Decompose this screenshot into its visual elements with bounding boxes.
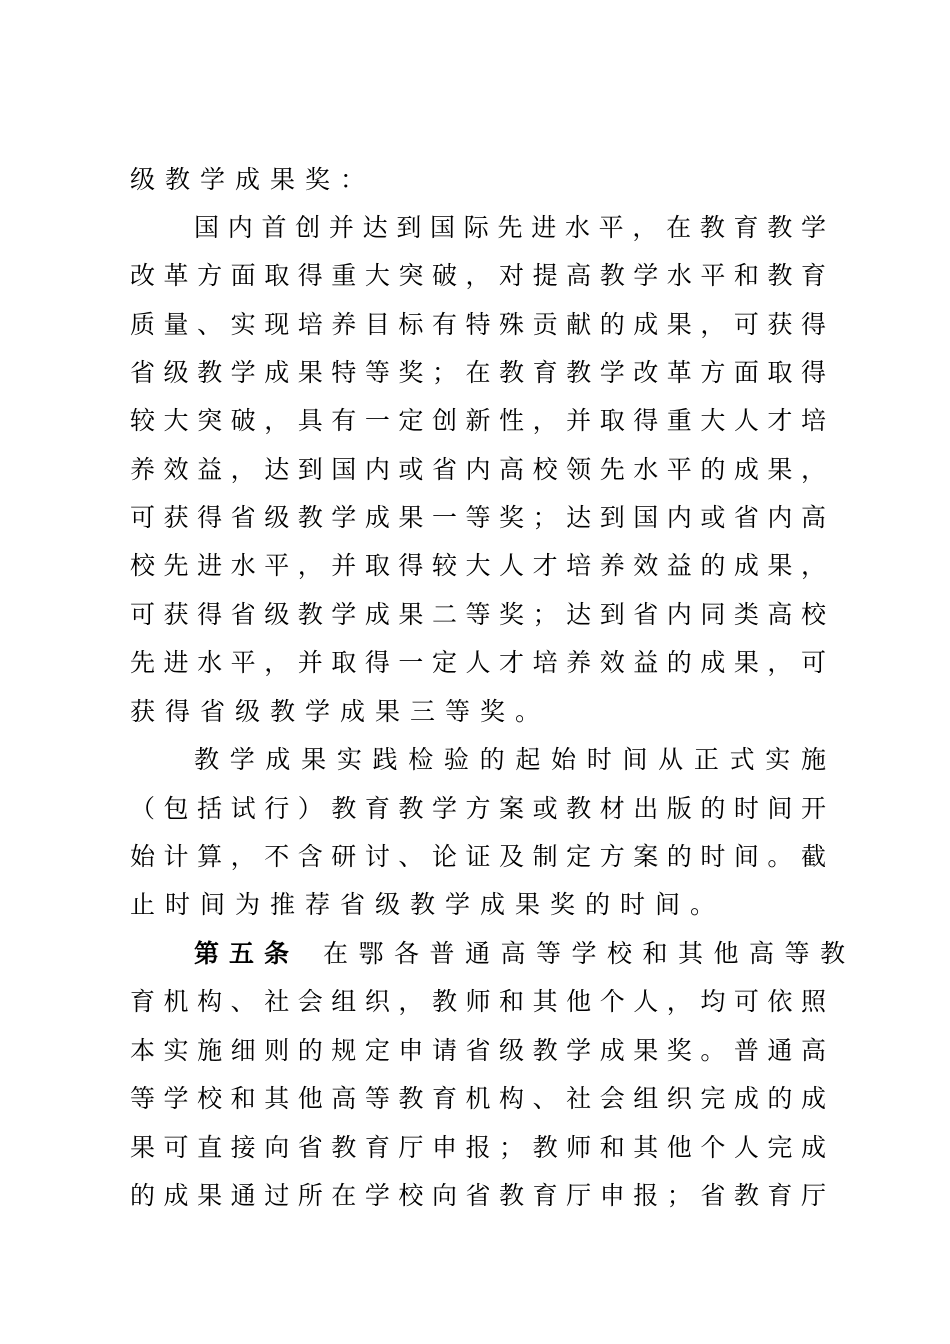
text-line: 的成果通过所在学校向省教育厅申报；省教育厅: [130, 1181, 826, 1210]
article-text: 在鄂各普通高等学校和其他高等教: [323, 939, 856, 968]
article-label: 第五条: [194, 939, 300, 968]
text-line: 可获得省级教学成果一等奖；达到国内或省内高: [130, 503, 826, 532]
text-line: 可获得省级教学成果二等奖；达到省内同类高校: [130, 600, 826, 629]
text-line: 质量、实现培养目标有特殊贡献的成果，可获得: [130, 310, 826, 339]
text-line: 始计算，不含研讨、论证及制定方案的时间。截: [130, 842, 826, 871]
text-line: 本实施细则的规定申请省级教学成果奖。普通高: [130, 1036, 826, 1065]
text-line: 止时间为推荐省级教学成果奖的时间。: [130, 890, 726, 919]
text-line: 果可直接向省教育厅申报；教师和其他个人完成: [130, 1133, 826, 1162]
text-line: （包括试行）教育教学方案或教材出版的时间开: [130, 794, 826, 823]
text-line: 养效益，达到国内或省内高校领先水平的成果，: [130, 455, 826, 484]
paragraph-start: 国内首创并达到国际先进水平，在教育教学: [194, 213, 826, 242]
text-line: 校先进水平，并取得较大人才培养效益的成果，: [130, 551, 826, 580]
text-line: 等学校和其他高等教育机构、社会组织完成的成: [130, 1084, 826, 1113]
text-line: 较大突破，具有一定创新性，并取得重大人才培: [130, 406, 826, 435]
text-line: 获得省级教学成果三等奖。: [130, 697, 551, 726]
paragraph-start: 教学成果实践检验的起始时间从正式实施: [194, 745, 826, 774]
text-line: 省级教学成果特等奖；在教育教学改革方面取得: [130, 358, 826, 387]
text-line: 先进水平，并取得一定人才培养效益的成果，可: [130, 648, 826, 677]
text-line: 级教学成果奖：: [130, 165, 376, 194]
article-line: [194, 934, 856, 974]
text-line: 改革方面取得重大突破，对提高教学水平和教育: [130, 261, 826, 290]
text-line: 育机构、社会组织，教师和其他个人，均可依照: [130, 987, 826, 1016]
